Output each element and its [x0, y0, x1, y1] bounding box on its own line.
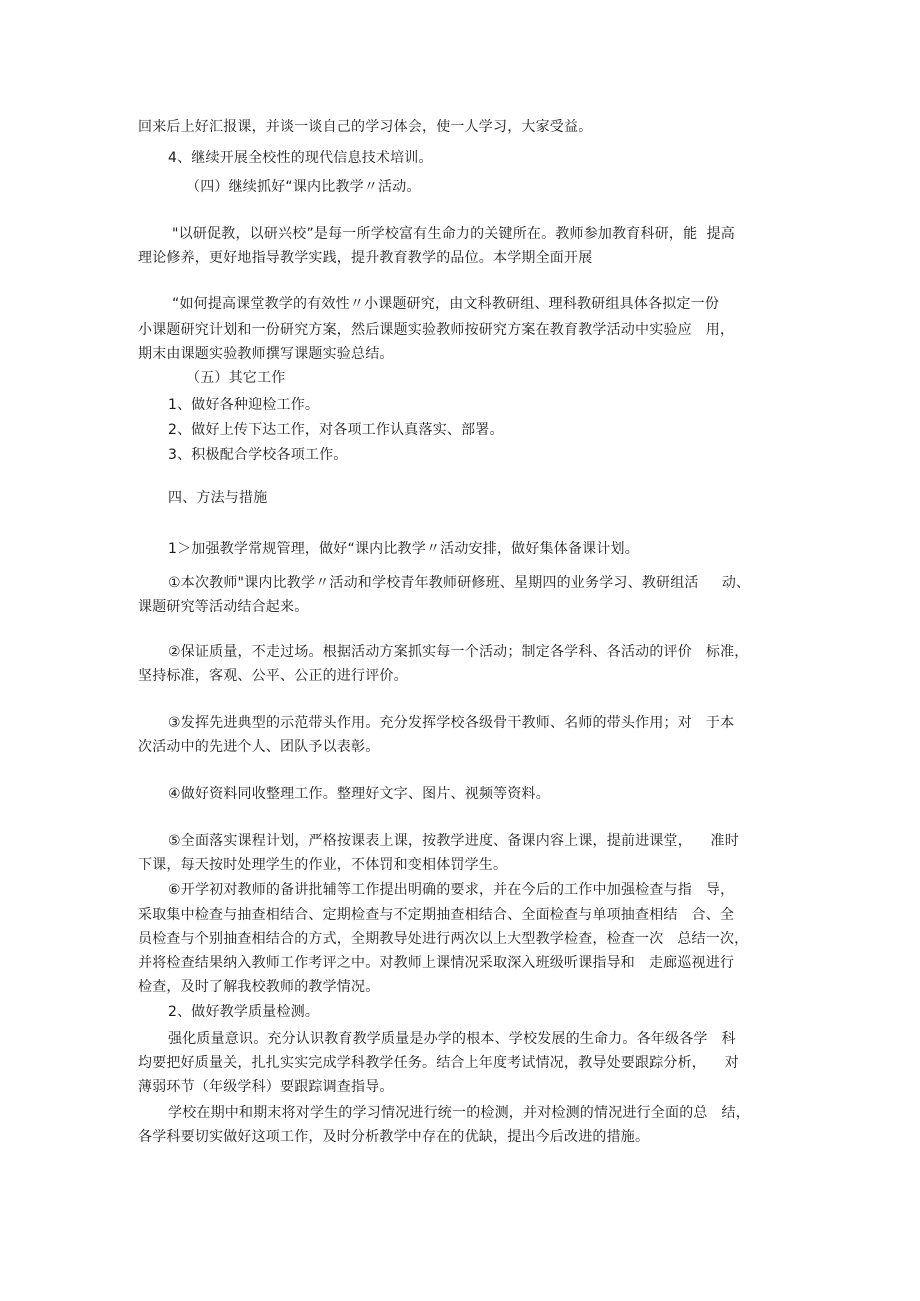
list-item: 1、做好各种迎检工作。 — [168, 397, 320, 413]
text-line: 次活动中的先进个人、团队予以表彰。 — [138, 739, 380, 755]
text-line: 2、做好教学质量检测。 — [168, 1004, 320, 1020]
text-line: 下课，每天按时处理学生的作业，不体罚和变相体罚学生。 — [138, 857, 508, 873]
list-item: 2、做好上传下达工作，对各项工作认真落实、部署。 — [168, 422, 504, 438]
text-line: 薄弱环节（年级学科）要跟踪调查指导。 — [138, 1079, 394, 1095]
text-line: 采取集中检查与抽查相结合、定期检查与不定期抽查相结合、全面检查与单项抽查相结 合、全 — [138, 907, 735, 923]
text-line: 4、继续开展全校性的现代信息技术培训。 — [168, 150, 433, 166]
text-line: "以研促教，以研兴校”是每一所学校富有生命力的关键所在。教师参加教育科研，能 提高 — [172, 226, 735, 242]
text-line: ①本次教师"课内比教学〃活动和学校青年教师研修班、星期四的业务学习、教研组活 动、 — [168, 575, 751, 591]
text-line: ②保证质量，不走过场。根据活动方案抓实每一个活动；制定各学科、各活动的评价 标准， — [168, 644, 749, 660]
text-line: ③发挥先进典型的示范带头作用。充分发挥学校各级骨干教师、名师的带头作用；对 于本 — [168, 715, 735, 731]
text-line: 均要把好质量关，扎扎实实完成学科教学任务。结合上年度考试情况，教导处要跟踪分析， 对 — [138, 1055, 739, 1071]
text-line: “如何提高课堂教学的有效性〃小课题研究，由文科教研组、理科教研组具体各拟定一份 — [172, 296, 720, 312]
text-line: ⑥开学初对教师的备讲批辅等工作提出明确的要求，并在今后的工作中加强检查与指 导， — [168, 882, 735, 898]
section-heading: （四）继续抓好“课内比教学〃活动。 — [186, 179, 421, 195]
text-line: 各学科要切实做好这项工作，及时分析教学中存在的优缺，提出今后改进的措施。 — [138, 1129, 650, 1145]
text-line: ④做好资料同收整理工作。整理好文字、图片、视频等资料。 — [168, 786, 550, 802]
text-line: 1＞加强教学常规管理，做好“课内比教学〃活动安排，做好集体备课计划。 — [168, 541, 639, 557]
text-line: 坚持标准，客观、公平、公正的进行评价。 — [138, 668, 408, 684]
text-line: 小课题研究计划和一份研究方案，然后课题实验教师按研究方案在教育教学活动中实验应 用， — [138, 322, 735, 338]
text-line: 理论修养，更好地指导教学实践，提升教育教学的品位。本学期全面开展 — [138, 250, 593, 266]
text-line: 员检查与个别抽查相结合的方式，全期教导处进行两次以上大型教学检查，检查一次 总结一次， — [138, 931, 749, 947]
text-line: ⑤全面落实课程计划，严格按课表上课，按教学进度、备课内容上课，提前进课堂， 准时 — [168, 833, 739, 849]
section-heading: （五）其它工作 — [186, 370, 286, 386]
text-line: 检查，及时了解我校教师的教学情况。 — [138, 979, 380, 995]
text-line: 学校在期中和期末将对学生的学习情况进行统一的检测，并对检测的情况进行全面的总 结， — [168, 1105, 750, 1121]
text-line: 并将检查结果纳入教师工作考评之中。对教师上课情况采取深入班级听课指导和 走廊巡视进行 — [138, 955, 735, 971]
text-line: 回来后上好汇报课，并谈一谈自己的学习体会，使一人学习，大家受益。 — [138, 119, 593, 135]
list-item: 3、积极配合学校各项工作。 — [168, 447, 348, 463]
text-line: 强化质量意识。充分认识教育教学质量是办学的根本、学校发展的生命力。各年级各学 科 — [168, 1031, 736, 1047]
text-line: 课题研究等活动结合起来。 — [138, 599, 309, 615]
section-heading: 四、方法与措施 — [168, 490, 268, 506]
text-line: 期末由课题实验教师撰写课题实验总结。 — [138, 346, 394, 362]
